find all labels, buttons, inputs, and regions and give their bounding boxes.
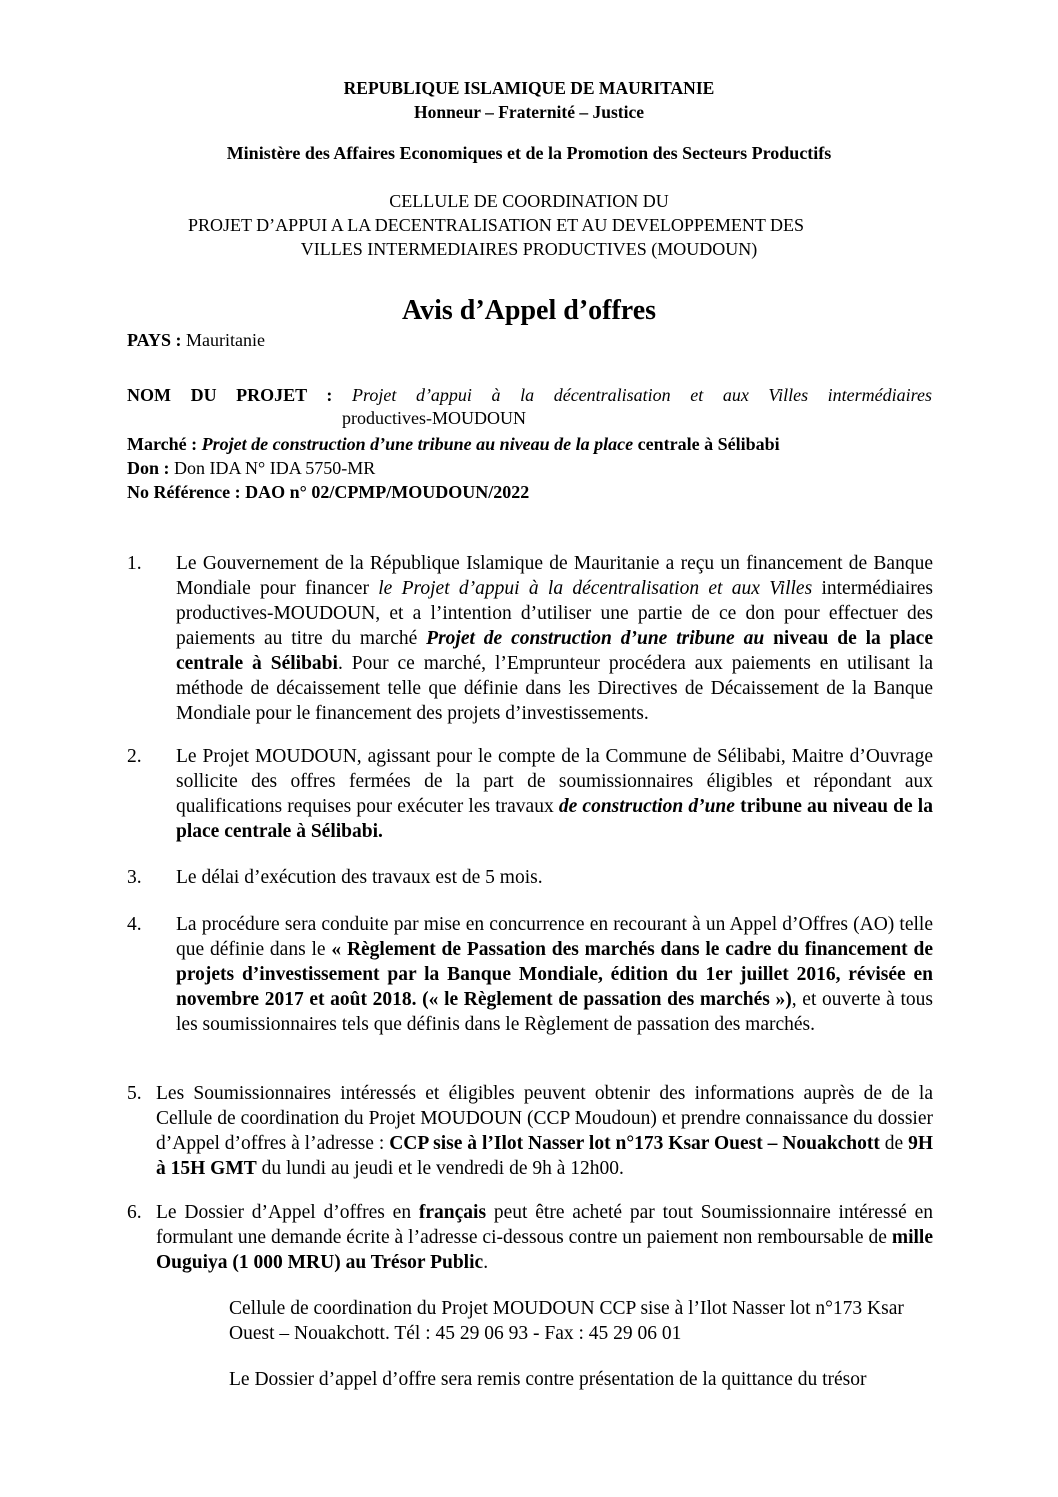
projet-value: Projet d’appui à la décentralisation et aux Villes intermédiaires [332, 385, 932, 405]
item-number: 3. [127, 867, 142, 888]
item-text: Le Dossier d’Appel d’offres en français peut être acheté par tout Soumissionnaire intéressé en formulant une demande écrite à l’adresse ci-dessous contre un paiement non remboursable de mille Ouguiya (1 000 MRU) au Trésor Public. [156, 1202, 933, 1273]
item-number: 1. [127, 553, 142, 574]
projet-label: NOM DU PROJET : [127, 385, 333, 405]
don-label: Don : [127, 458, 170, 478]
cell-line-2: PROJET D’APPUI A LA DECENTRALISATION ET AU DEVELOPPEMENT DES [188, 215, 805, 235]
meta-projet [127, 383, 932, 407]
meta-marche [127, 432, 932, 456]
meta-pays [127, 328, 932, 352]
remise-note: Le Dossier d’appel d’offre sera remis contre présentation de la quittance du trésor [229, 1369, 867, 1390]
item-text: Les Soumissionnaires intéressés et éligibles peuvent obtenir des informations auprès de de la Cellule de coordination du Projet MOUDOUN (CCP Moudoun) et prendre connaissance du dossier d’Appel d’offres à l’adresse : CCP sise à l’Ilot Nasser lot n°173 Ksar Ouest – Nouakchott de 9H à 15H GMT du lundi au jeudi et le vendredi de 9h à 12h00. [156, 1083, 933, 1179]
item-number: 5. [127, 1083, 142, 1104]
meta-don [127, 456, 932, 480]
marche-label: Marché : [127, 434, 198, 454]
item-text: Le délai d’exécution des travaux est de 5 mois. [176, 867, 543, 888]
item-text: Le Projet MOUDOUN, agissant pour le compte de la Commune de Sélibabi, Maitre d’Ouvrage sollicite des offres fermées de la part de soumissionnaires éligibles et répondant aux qualifications requises pour exécuter les travaux de construction d’une tribune au niveau de la place centrale à Sélibabi. [176, 746, 933, 842]
pays-label: PAYS : [127, 330, 182, 350]
meta-reference: No Référence : DAO n° 02/CPMP/MOUDOUN/2022 [127, 482, 530, 502]
pays-value: Mauritanie [181, 330, 265, 350]
item-number: 6. [127, 1202, 142, 1223]
header-ministry: Ministère des Affaires Economiques et de la Promotion des Secteurs Productifs [226, 143, 832, 163]
don-value: Don IDA N° IDA 5750-MR [169, 458, 376, 478]
item-number: 4. [127, 914, 142, 935]
item-text: Le Gouvernement de la République Islamique de Mauritanie a reçu un financement de Banque Mondiale pour financer le Projet d’appui à la décentralisation et aux Villes intermédiaires productives-MOUDOUN, et a l’intention d’utiliser une partie de ce don pour effectuer des paiements au titre du marché Projet de construction d’une tribune au niveau de la place centrale à Sélibabi. Pour ce marché, l’Emprunteur procédera aux paiements en utilisant la méthode de décaissement telle que définie dans les Directives de Décaissement de la Banque Mondiale pour le financement des projets d’investissements. [176, 553, 933, 724]
address-block: Cellule de coordination du Projet MOUDOUN CCP sise à l’Ilot Nasser lot n°173 Ksar Ouest – Nouakchott. Tél : 45 29 06 93 - Fax : 45 29 06 01 [229, 1298, 904, 1344]
cell-line-3: VILLES INTERMEDIAIRES PRODUCTIVES (MOUDOUN) [300, 239, 758, 259]
marche-italic: Projet de construction d’une tribune au niveau de la place [197, 434, 634, 454]
page-title: Avis d’Appel d’offres [401, 295, 657, 326]
marche-bold: centrale à Sélibabi [633, 434, 780, 454]
item-text: La procédure sera conduite par mise en concurrence en recourant à un Appel d’Offres (AO) telle que définie dans le « Règlement de Passation des marchés dans le cadre du financement de projets d’investissement par la Banque Mondiale, édition du 1er juillet 2016, révisée en novembre 2017 et août 2018. (« le Règlement de passation des marchés »), et ouverte à tous les soumissionnaires tels que définis dans le Règlement de passation des marchés. [176, 914, 933, 1035]
projet-value-2: productives-MOUDOUN [342, 408, 526, 428]
item-number: 2. [127, 746, 142, 767]
header-republic: REPUBLIQUE ISLAMIQUE DE MAURITANIE [343, 78, 715, 98]
cell-line-1: CELLULE DE COORDINATION DU [389, 191, 669, 211]
header-motto: Honneur – Fraternité – Justice [413, 102, 645, 122]
